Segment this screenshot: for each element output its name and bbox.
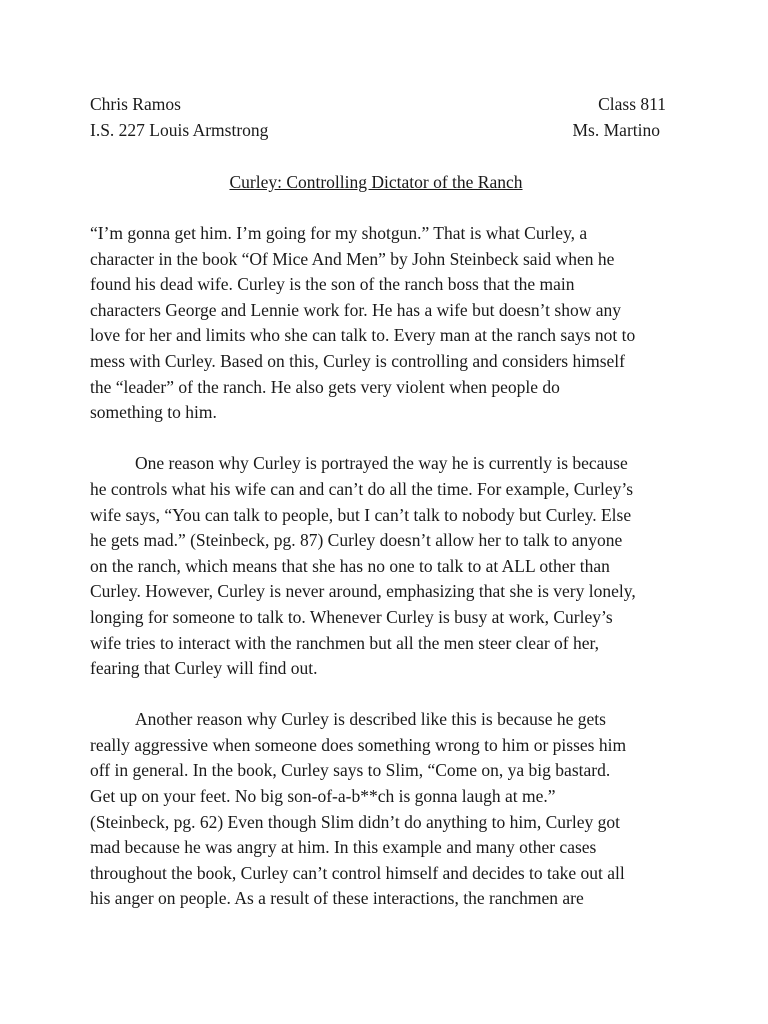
- paragraph-line: on the ranch, which means that she has no one to talk to at ALL other than: [90, 555, 610, 576]
- paragraph-1: [90, 221, 680, 426]
- paragraph-gap: [90, 682, 680, 708]
- paragraph-line: longing for someone to talk to. Whenever Curley is busy at work, Curley’s: [90, 606, 613, 627]
- paragraph-3: [90, 707, 680, 912]
- paragraph-line: off in general. In the book, Curley says to Slim, “Come on, ya big bastard.: [90, 760, 611, 781]
- paragraph-line: he controls what his wife can and can’t do all the time. For example, Curley’s: [90, 478, 634, 499]
- paragraph-line: Curley. However, Curley is never around, emphasizing that she is very lonely,: [90, 581, 636, 602]
- paragraph-line: fearing that Curley will find out.: [90, 658, 318, 679]
- paragraph-line: he gets mad.” (Steinbeck, pg. 87) Curley doesn’t allow her to talk to anyone: [90, 530, 623, 551]
- header-row-1: [90, 91, 680, 117]
- paragraph-line: mad because he was angry at him. In this example and many other cases: [90, 837, 597, 858]
- class-label: Class 811: [598, 94, 666, 114]
- paragraph-line: really aggressive when someone does something wrong to him or pisses him: [90, 734, 627, 755]
- paragraph-line: Another reason why Curley is described like this is because he gets: [135, 709, 606, 730]
- paragraph-line: found his dead wife. Curley is the son of the ranch boss that the main: [90, 274, 575, 295]
- essay-title: Curley: Controlling Dictator of the Ranch: [229, 172, 523, 192]
- school-name: I.S. 227 Louis Armstrong: [90, 120, 269, 140]
- paragraph-line: love for her and limits who she can talk to. Every man at the ranch says not to: [90, 325, 636, 346]
- paragraph-line: something to him.: [90, 402, 217, 423]
- paragraph-line: wife tries to interact with the ranchmen but all the men steer clear of her,: [90, 632, 600, 653]
- paragraph-line: (Steinbeck, pg. 62) Even though Slim didn’t do anything to him, Curley got: [90, 811, 620, 832]
- paragraph-2: [90, 451, 680, 681]
- paragraph-gap: [90, 426, 680, 452]
- paragraph-line: One reason why Curley is portrayed the way he is currently is because: [135, 453, 628, 474]
- paragraph-line: his anger on people. As a result of these interactions, the ranchmen are: [90, 888, 584, 909]
- document-page: [90, 91, 680, 912]
- paragraph-line: mess with Curley. Based on this, Curley is controlling and considers himself: [90, 350, 625, 371]
- paragraph-line: wife says, “You can talk to people, but I can’t talk to nobody but Curley. Else: [90, 504, 632, 525]
- teacher-name: Ms. Martino: [572, 120, 660, 140]
- author-name: Chris Ramos: [90, 94, 181, 114]
- paragraph-line: characters George and Lennie work for. He has a wife but doesn’t show any: [90, 299, 621, 320]
- paragraph-line: “I’m gonna get him. I’m going for my shotgun.” That is what Curley, a: [90, 223, 588, 243]
- header-row-2: [90, 117, 680, 143]
- paragraph-line: throughout the book, Curley can’t control himself and decides to take out all: [90, 862, 625, 883]
- paragraph-line: the “leader” of the ranch. He also gets very violent when people do: [90, 376, 560, 397]
- paragraph-line: Get up on your feet. No big son-of-a-b**ch is gonna laugh at me.”: [90, 786, 556, 807]
- paragraph-line: character in the book “Of Mice And Men” by John Steinbeck said when he: [90, 248, 615, 269]
